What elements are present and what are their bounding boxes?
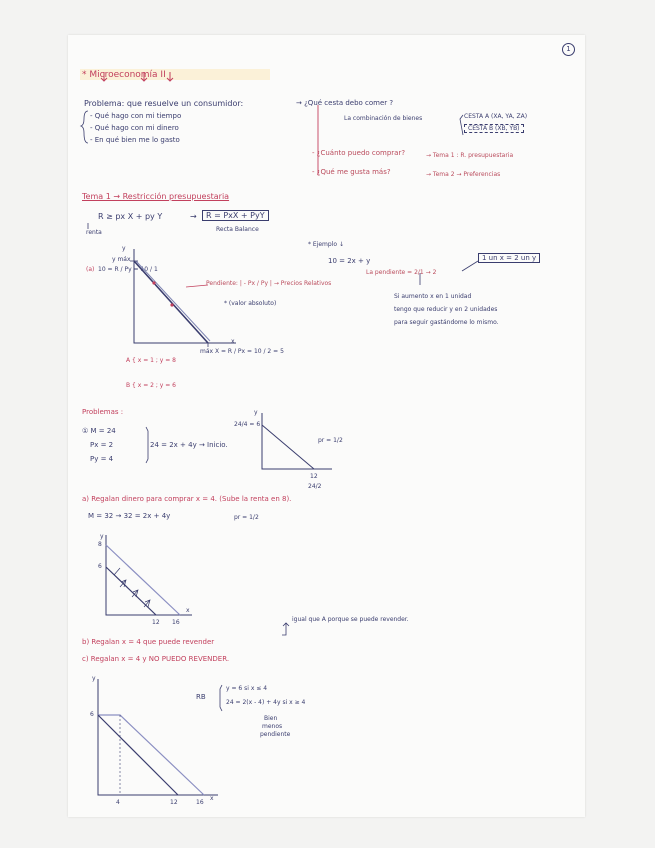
question-2: - ¿Cuánto puedo comprar? <box>312 149 406 157</box>
part-b-label: b) Regalan x = 4 que puede revender <box>82 638 215 646</box>
graph3-16-label: 16 <box>172 619 180 626</box>
graph2 <box>262 413 332 469</box>
notebook-page <box>68 35 585 817</box>
explanation-line-1: Si aumento x en 1 unidad <box>394 293 472 300</box>
page-title: * Microeconomía II <box>82 70 166 80</box>
part-c-line-2: 24 = 2(x - 4) + 4y si x ≥ 4 <box>226 699 306 706</box>
problemas-title: Problemas : <box>82 408 124 416</box>
problem-1-m: ① M = 24 <box>82 427 116 435</box>
graph4 <box>98 679 218 795</box>
budget-equation-box: R = PxX + PyY <box>202 210 269 221</box>
bullet-2: - Qué hago con mi dinero <box>90 124 179 132</box>
question-1-answer: La combinación de bienes <box>344 115 423 122</box>
title-arrows <box>101 72 173 81</box>
page-number: 1 <box>562 43 575 56</box>
tema-1-title: Tema 1 → Restricción presupuestaria <box>82 192 230 201</box>
unit-equivalence-box: 1 un x = 2 un y <box>478 253 540 263</box>
cesta-bracket <box>460 115 463 135</box>
ejemplo-equation: 10 = 2x + y <box>328 257 371 265</box>
graph1-y-axis-label: y <box>122 245 126 252</box>
recta-balance-label: Recta Balance <box>216 226 259 233</box>
graph1-ymax-label: y máx <box>112 256 131 263</box>
graph2-top-label: 24/4 = 6 <box>234 421 261 428</box>
graph1 <box>130 249 236 347</box>
slope-note: * (valor absoluto) <box>224 300 277 307</box>
cesta-a: CESTA A (XA, YA, ZA) <box>464 113 528 120</box>
part-a-equation: M = 32 → 32 = 2x + 4y <box>88 512 171 520</box>
part-c-note-3: pendiente <box>260 731 291 738</box>
graph2-x-fraction: 24/2 <box>308 483 322 490</box>
bullet-1: - Qué hago con mi tiempo <box>90 112 182 120</box>
explanation-line-2: tengo que reducir y en 2 unidades <box>394 306 498 313</box>
renta-label: renta <box>86 229 102 236</box>
graph2-x-label: 12 <box>310 473 318 480</box>
graph3-12-label: 12 <box>152 619 160 626</box>
problem-1-px: Px = 2 <box>90 441 114 449</box>
slope-label: Pendiente: | - Px / Py | → Precios Relativos <box>206 280 332 287</box>
point-b: B { x = 2 ; y = 6 <box>126 382 177 389</box>
graph3 <box>106 535 192 615</box>
graph4-4-label: 4 <box>116 799 120 806</box>
graph1-x-axis-label: x <box>231 338 235 345</box>
ejemplo-pendiente: La pendiente = 2/1 → 2 <box>366 269 437 276</box>
problem-1-equation: 24 = 2x + 4y → Inicio. <box>150 441 228 449</box>
explanation-line-3: para seguir gastándome lo mismo. <box>394 319 499 326</box>
graph3-6-label: 6 <box>98 563 102 570</box>
part-c-note-1: Bien <box>264 715 278 722</box>
graph4-6-label: 6 <box>90 711 94 718</box>
graph1-marker: (a) <box>86 266 95 273</box>
problem-1-py: Py = 4 <box>90 455 114 463</box>
part-c-line-1: y = 6 si x ≤ 4 <box>226 685 268 692</box>
cesta-b: CESTA B (XB, YB) <box>464 124 524 133</box>
part-c-note-2: menos <box>262 723 283 730</box>
graph2-y-label: y <box>254 409 258 416</box>
graph4-y-label: y <box>92 675 96 682</box>
part-a-price-ratio: pr = 1/2 <box>234 514 259 521</box>
problems-label: Problema: que resuelve un consumidor: <box>84 99 244 108</box>
part-c-label: c) Regalan x = 4 y NO PUEDO REVENDER. <box>82 655 230 663</box>
part-b-note: igual que A porque se puede revender. <box>292 616 409 623</box>
part-c-rb: RB <box>196 693 206 701</box>
graph4-12-label: 12 <box>170 799 178 806</box>
question-3-answer: → Tema 2 → Preferencias <box>426 171 501 178</box>
graph1-y-intercept: 10 = R / Py = 10 / 1 <box>98 266 158 273</box>
graph3-8-label: 8 <box>98 541 102 548</box>
handwritten-drawings <box>68 35 585 817</box>
point-a: A { x = 1 ; y = 8 <box>126 357 176 364</box>
bullet-3: - En qué bien me lo gasto <box>90 136 180 144</box>
graph2-price-ratio: pr = 1/2 <box>318 437 343 444</box>
graph4-16-label: 16 <box>196 799 204 806</box>
question-2-answer: → Tema 1 : R. presupuestaria <box>426 152 514 159</box>
bullets-bracket <box>81 111 88 143</box>
question-3: - ¿Qué me gusta más? <box>312 168 391 176</box>
ejemplo-label: * Ejemplo ↓ <box>308 241 344 248</box>
graph3-x-label: x <box>186 607 190 614</box>
question-1: → ¿Qué cesta debo comer ? <box>296 99 394 107</box>
graph3-y-label: y <box>100 533 104 540</box>
graph1-x-max: máx X = R / Px = 10 / 2 = 5 <box>200 348 284 355</box>
graph4-x-label: x <box>210 795 214 802</box>
part-a-label: a) Regalan dinero para comprar x = 4. (Sube la renta en 8). <box>82 495 292 503</box>
budget-arrow: → <box>190 212 197 221</box>
budget-inequality: R ≥ px X + py Y <box>98 212 163 221</box>
